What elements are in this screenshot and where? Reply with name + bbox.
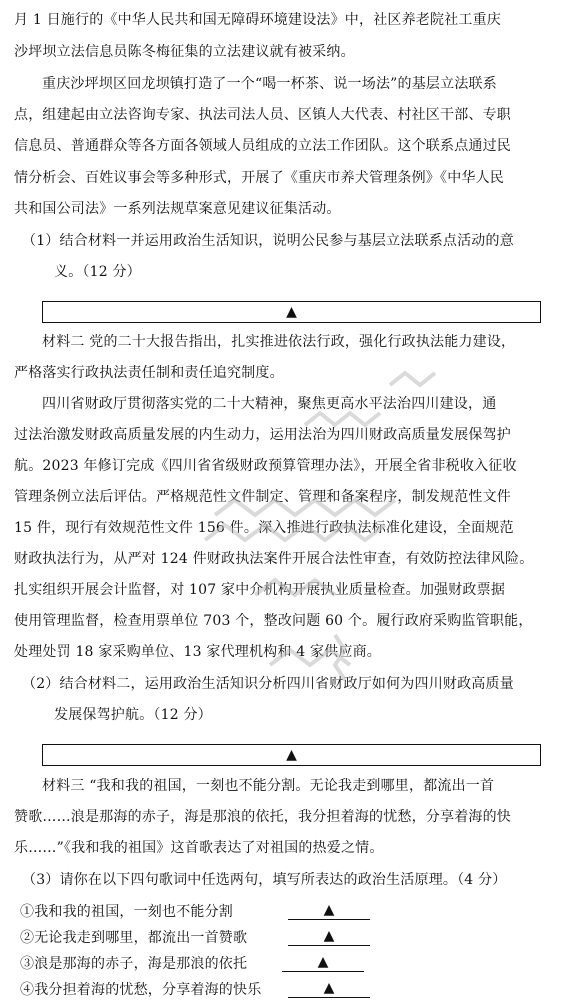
material-one-line-7: 共和国公司法》一系列法规草案意见建议征集活动。 (14, 201, 341, 217)
material-one-line-4: 点，组建起由立法咨询专家、执法司法人员、区镇人大代表、村社区干部、专职 (14, 107, 511, 123)
material-three-line-1: 材料三 “我和我的祖国，一刻也不能分割。无论我走到哪里，都流出一首 (42, 778, 495, 794)
answer-blank-1[interactable] (288, 901, 370, 920)
answer-triangle-icon: ▲ (286, 304, 297, 320)
material-one-line-6: 情分析会、百姓议事会等多种形式，开展了《重庆市养犬管理条例》《中华人民 (14, 170, 504, 186)
material-two-line-9: 扎实组织开展会计监督，对 107 家中介机构开展执业质量检查。加强财政票据 (14, 582, 506, 598)
answer-blank-3[interactable] (282, 953, 364, 972)
lyric-option-2: ②无论我走到哪里，都流出一首赞歌 (20, 930, 248, 946)
answer-triangle-icon: ▲ (286, 747, 297, 763)
answer-blank-2[interactable] (288, 927, 370, 946)
answer-triangle-icon: ▲ (317, 954, 329, 970)
material-two-line-10: 使用管理监督，检查用票单位 703 个，整改问题 60 个。履行政府采购监管职能， (14, 613, 533, 629)
material-two-line-6: 管理条例立法后评估。严格规范性文件制定、管理和备案程序，制发规范性文件 (14, 489, 511, 505)
material-one-line-3: 重庆沙坪坝区回龙坝镇打造了一个“喝一杯茶、说一场法”的基层立法联系 (42, 76, 497, 92)
material-two-line-4: 过法治激发财政高质量发展的内生动力，运用法治为四川财政高质量发展保驾护 (14, 427, 511, 443)
answer-triangle-icon: ▲ (323, 902, 335, 918)
material-one-line-5: 信息员、普通群众等各方面各领域人员组成的立法工作团队。这个联系点通过民 (14, 138, 511, 154)
lyric-option-3: ③浪是那海的赤子，海是那浪的依托 (20, 956, 248, 972)
answer-blank-4[interactable] (288, 979, 370, 998)
question-2-line-2: 发展保驾护航。（12 分） (54, 707, 212, 723)
material-two-line-1: 材料二 党的二十大报告指出，扎实推进依法行政，强化行政执法能力建设， (42, 334, 516, 350)
question-2-line-1: （2）结合材料二，运用政治生活知识分析四川省财政厅如何为四川财政高质量 (22, 676, 514, 692)
question-1-line-2: 义。（12 分） (54, 264, 141, 280)
lyric-option-4: ④我分担着海的忧愁，分享着海的快乐 (20, 982, 262, 998)
material-two-line-11: 处理处罚 18 家采购单位、13 家代理机构和 4 家供应商。 (14, 644, 381, 660)
material-three-line-2: 赞歌……浪是那海的赤子，海是那浪的依托，我分担着海的忧愁，分享着海的快 (14, 809, 511, 825)
material-two-line-8: 财政执法行为，从严对 124 件财政执法案件开展合法性审查，有效防控法律风险。 (14, 551, 534, 567)
lyric-option-1: ①我和我的祖国，一刻也不能分割 (20, 904, 233, 920)
material-two-line-2: 严格落实行政执法责任制和责任追究制度。 (14, 365, 284, 381)
material-one-line-2: 沙坪坝立法信息员陈冬梅征集的立法建议就有被采纳。 (14, 44, 355, 60)
question-3-prompt: （3）请你在以下四句歌词中任选两句，填写所表达的政治生活原理。（4 分） (22, 872, 507, 888)
answer-triangle-icon: ▲ (323, 980, 335, 996)
material-two-line-3: 四川省财政厅贯彻落实党的二十大精神，聚焦更高水平法治四川建设，通 (42, 396, 497, 412)
question-1-line-1: （1）结合材料一并运用政治生活知识，说明公民参与基层立法联系点活动的意 (22, 233, 514, 249)
material-two-line-7: 15 件，现行有效规范性文件 156 件。深入推进行政执法标准化建设，全面规范 (14, 520, 514, 536)
material-two-line-5: 航。2023 年修订完成《四川省省级财政预算管理办法》，开展全省非税收入征收 (14, 458, 517, 474)
answer-box-question-1[interactable] (42, 301, 541, 323)
answer-box-question-2[interactable] (42, 744, 541, 766)
material-one-line-1: 月 1 日施行的《中华人民共和国无障碍环境建设法》中，社区养老院社工重庆 (14, 12, 502, 28)
answer-triangle-icon: ▲ (323, 928, 335, 944)
material-three-line-3: 乐……”《我和我的祖国》这首歌表达了对祖国的热爱之情。 (14, 840, 384, 856)
